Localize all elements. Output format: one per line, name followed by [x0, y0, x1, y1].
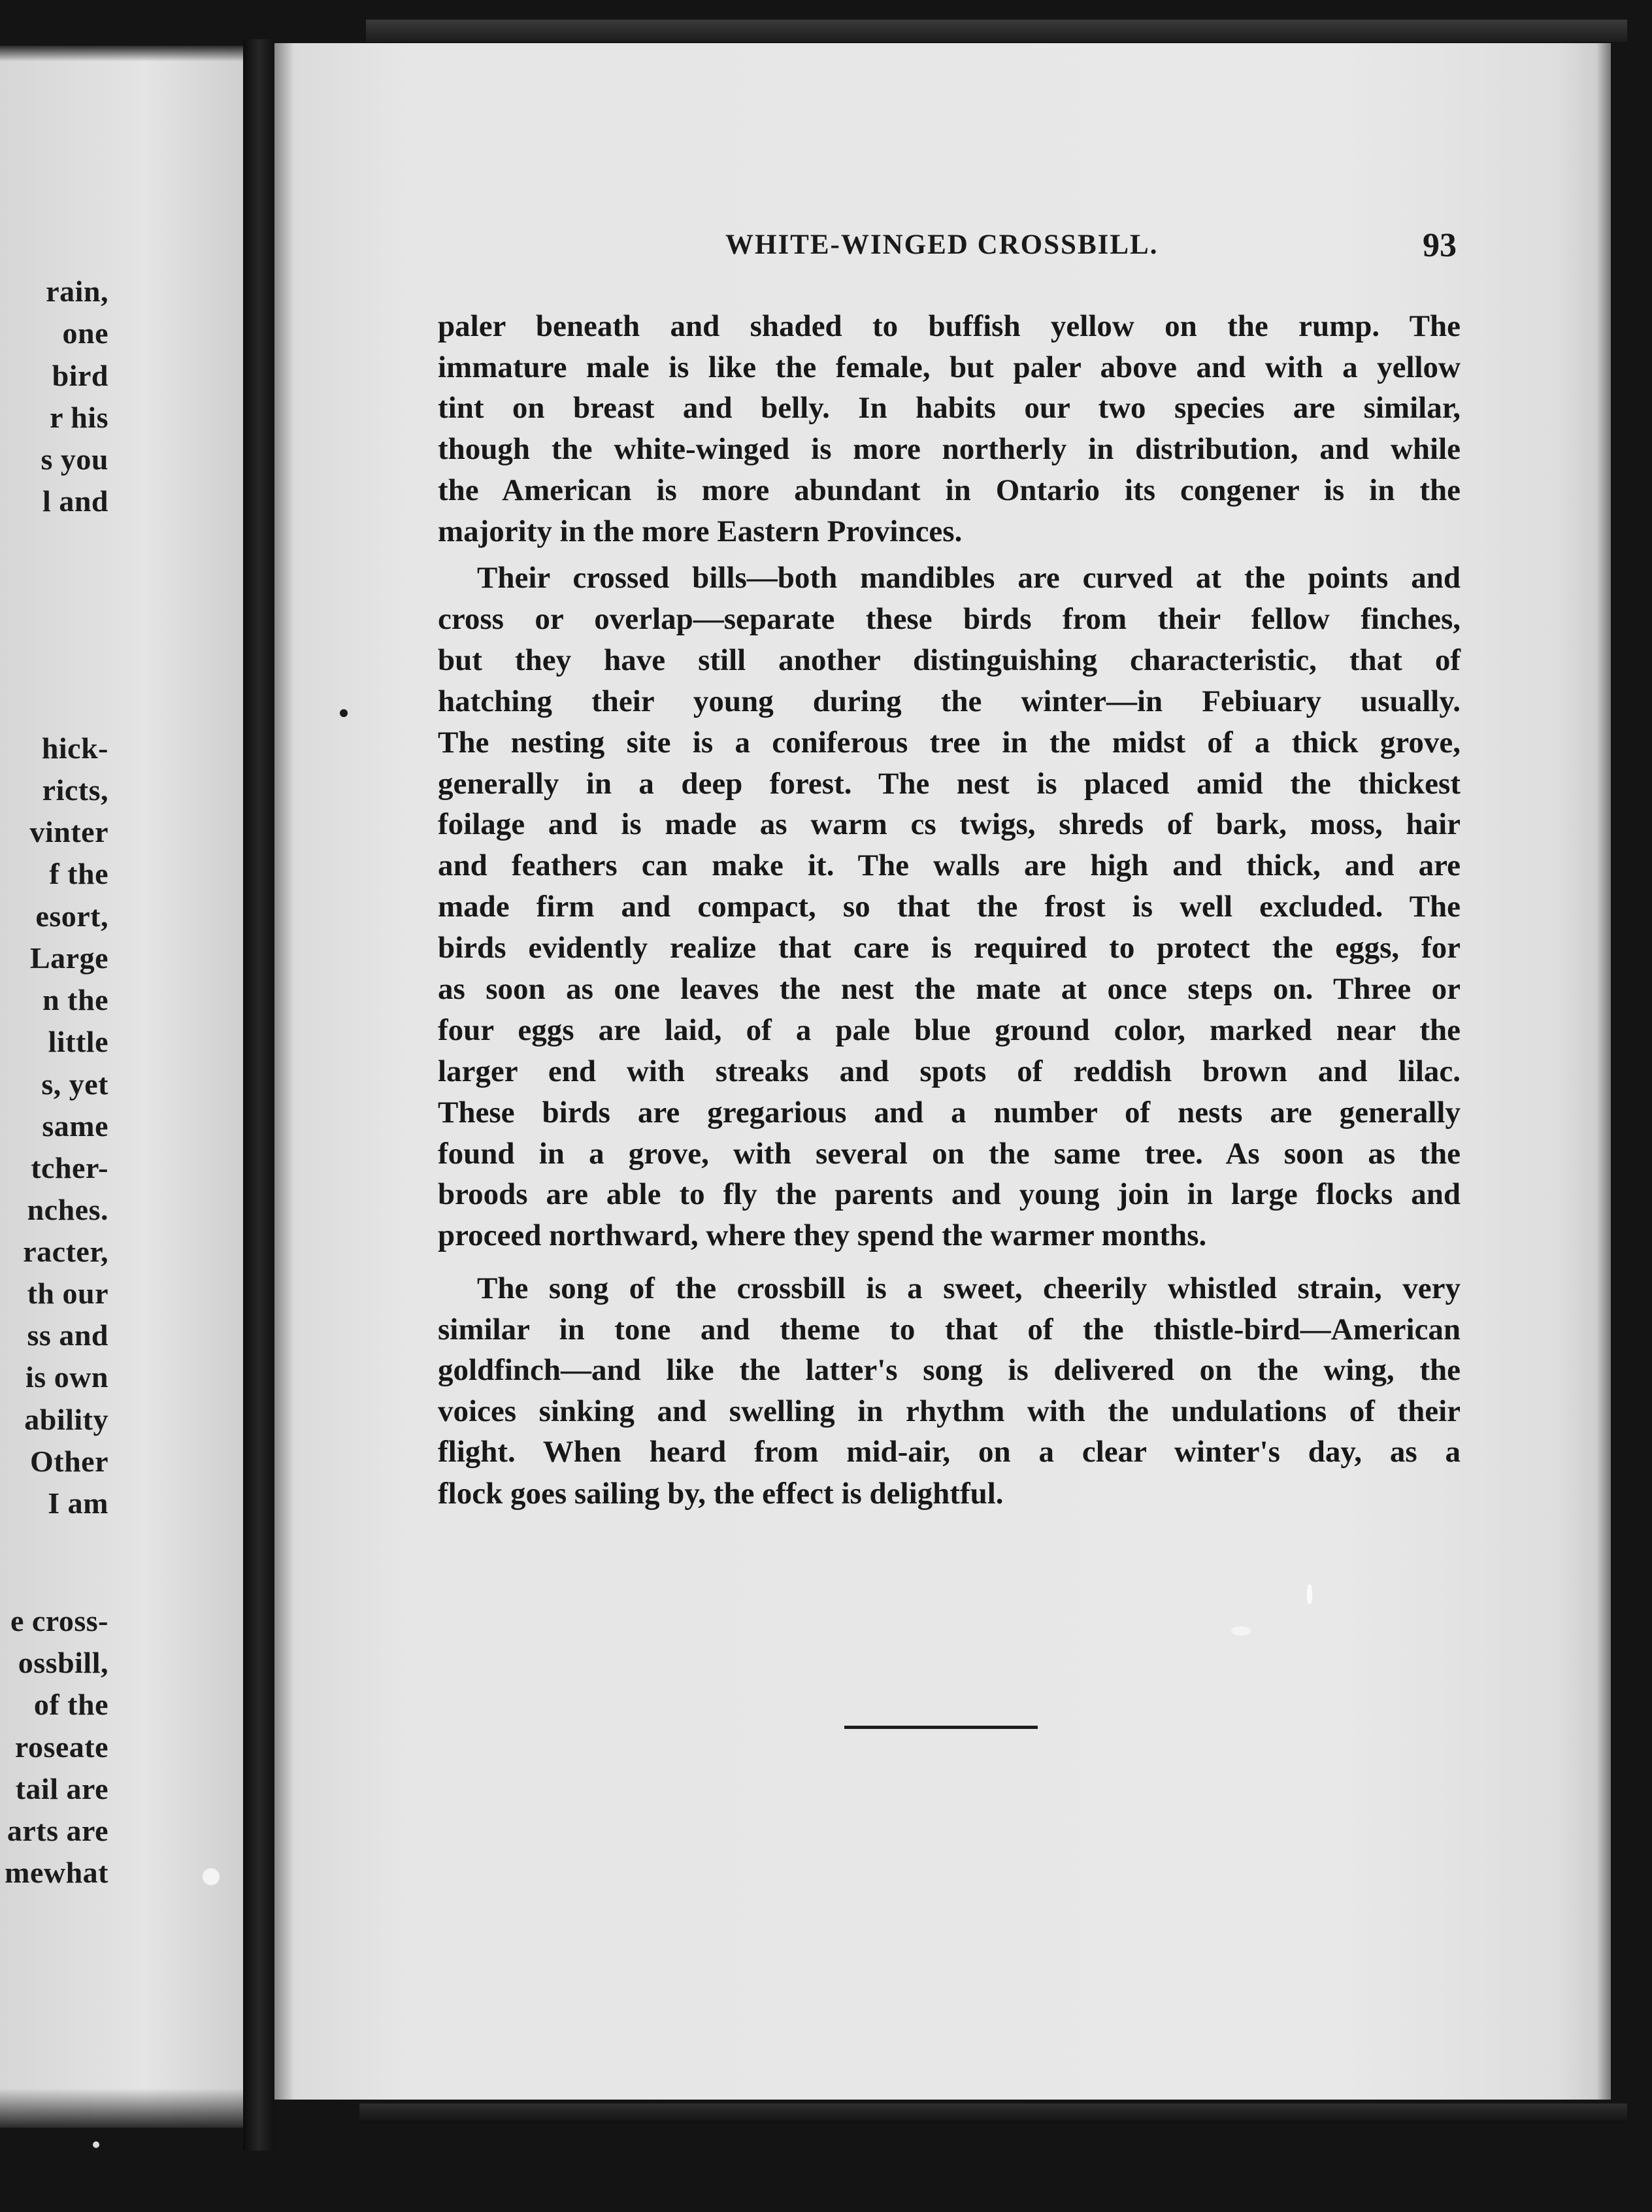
paper-flaw [1307, 1584, 1312, 1604]
left-page-line: is own [25, 1360, 108, 1394]
left-page-line: tcher- [31, 1151, 108, 1184]
left-page-line: ossbill, [18, 1646, 108, 1679]
left-page-line: roseate [14, 1730, 108, 1764]
left-page-line: r his [50, 401, 108, 434]
book-gutter [243, 39, 274, 2151]
left-page-line: mewhat [5, 1856, 108, 1889]
text-line: majority in the more Eastern Provinces. [438, 514, 963, 548]
text-line: broods are able to fly the parents and young join in large flocks and [438, 1177, 1461, 1211]
text-line: cross or overlap—separate these birds from their fellow finches, [438, 602, 1461, 636]
left-page-line: hick- [41, 731, 108, 765]
left-page-line: e cross- [10, 1604, 108, 1637]
text-line: generally in a deep forest. The nest is placed amid the thickest [438, 767, 1461, 801]
left-page-line: s, yet [41, 1067, 108, 1101]
scan-bottom-edge [359, 2103, 1627, 2123]
left-page-line: n the [42, 983, 108, 1016]
left-page-line: s you [41, 443, 108, 476]
left-page-line: l and [42, 484, 108, 518]
text-line: The nesting site is a coniferous tree in the midst of a thick grove, [438, 726, 1461, 760]
end-rule [844, 1726, 1038, 1729]
left-page-line: ability [24, 1403, 108, 1436]
paper-flaw [93, 2141, 99, 2148]
text-line: made firm and compact, so that the frost is well excluded. The [438, 890, 1461, 924]
text-line: larger end with streaks and spots of reddish brown and lilac. [438, 1054, 1461, 1088]
text-line: voices sinking and swelling in rhythm with the undulations of their [438, 1394, 1461, 1428]
text-line: hatching their young during the winter—in Febiuary usually. [438, 684, 1461, 718]
text-line: similar in tone and theme to that of the thistle-bird—American [438, 1313, 1461, 1347]
paper-flaw [1231, 1626, 1251, 1635]
paper-flaw [203, 1868, 220, 1885]
left-page-line: arts are [7, 1814, 108, 1847]
page-number: 93 [1423, 227, 1457, 264]
text-line: flight. When heard from mid-air, on a clear winter's day, as a [438, 1435, 1461, 1469]
left-page-line: f the [49, 857, 108, 890]
left-page-line: ss and [27, 1318, 108, 1352]
left-page [0, 46, 243, 2128]
text-line: The song of the crossbill is a sweet, cheerily whistled strain, very [477, 1271, 1461, 1305]
left-page-line: of the [33, 1688, 108, 1721]
text-line: goldfinch—and like the latter's song is delivered on the wing, the [438, 1353, 1461, 1387]
text-line: the American is more abundant in Ontario its congener is in the [438, 473, 1461, 507]
text-line: birds evidently realize that care is required to protect the eggs, for [438, 931, 1461, 965]
left-page-line: tail are [15, 1772, 108, 1805]
left-page-line: racter, [23, 1235, 108, 1268]
text-line: foilage and is made as warm cs twigs, shreds of bark, moss, hair [438, 807, 1461, 841]
text-line: tint on breast and belly. In habits our two species are similar, [438, 391, 1461, 425]
left-page-line: Large [29, 941, 108, 975]
left-page-line: ricts, [42, 773, 108, 807]
ink-speck [340, 709, 348, 717]
running-head: WHITE-WINGED CROSSBILL. [725, 229, 1159, 260]
left-page-line: I am [48, 1486, 108, 1520]
text-line: Their crossed bills—both mandibles are curved at the points and [477, 561, 1461, 595]
text-line: paler beneath and shaded to buffish yellow on the rump. The [438, 309, 1461, 343]
left-page-line: esort, [35, 899, 108, 933]
left-page-line: th our [27, 1277, 108, 1310]
left-page-line: vinter [29, 815, 108, 848]
left-page-line: bird [52, 359, 108, 392]
text-line: as soon as one leaves the nest the mate at once steps on. Three or [438, 972, 1461, 1006]
text-line: though the white-winged is more northerly in distribution, and while [438, 432, 1461, 466]
text-line: and feathers can make it. The walls are high and thick, and are [438, 848, 1461, 882]
text-line: flock goes sailing by, the effect is delightful. [438, 1477, 1004, 1511]
text-line: These birds are gregarious and a number of nests are generally [438, 1096, 1461, 1130]
scan-top-edge [366, 20, 1627, 42]
left-page-line: Other [29, 1445, 108, 1478]
text-line: but they have still another distinguishing characteristic, that of [438, 643, 1461, 677]
text-line: four eggs are laid, of a pale blue ground color, marked near the [438, 1013, 1461, 1047]
left-page-line: nches. [27, 1193, 108, 1226]
left-page-line: one [62, 316, 108, 350]
text-line: found in a grove, with several on the same tree. As soon as the [438, 1137, 1461, 1171]
left-page-line: rain, [46, 275, 108, 308]
left-page-line: same [42, 1109, 108, 1143]
text-line: immature male is like the female, but paler above and with a yellow [438, 350, 1461, 384]
text-line: proceed northward, where they spend the warmer months. [438, 1218, 1207, 1252]
left-page-line: little [48, 1025, 108, 1058]
